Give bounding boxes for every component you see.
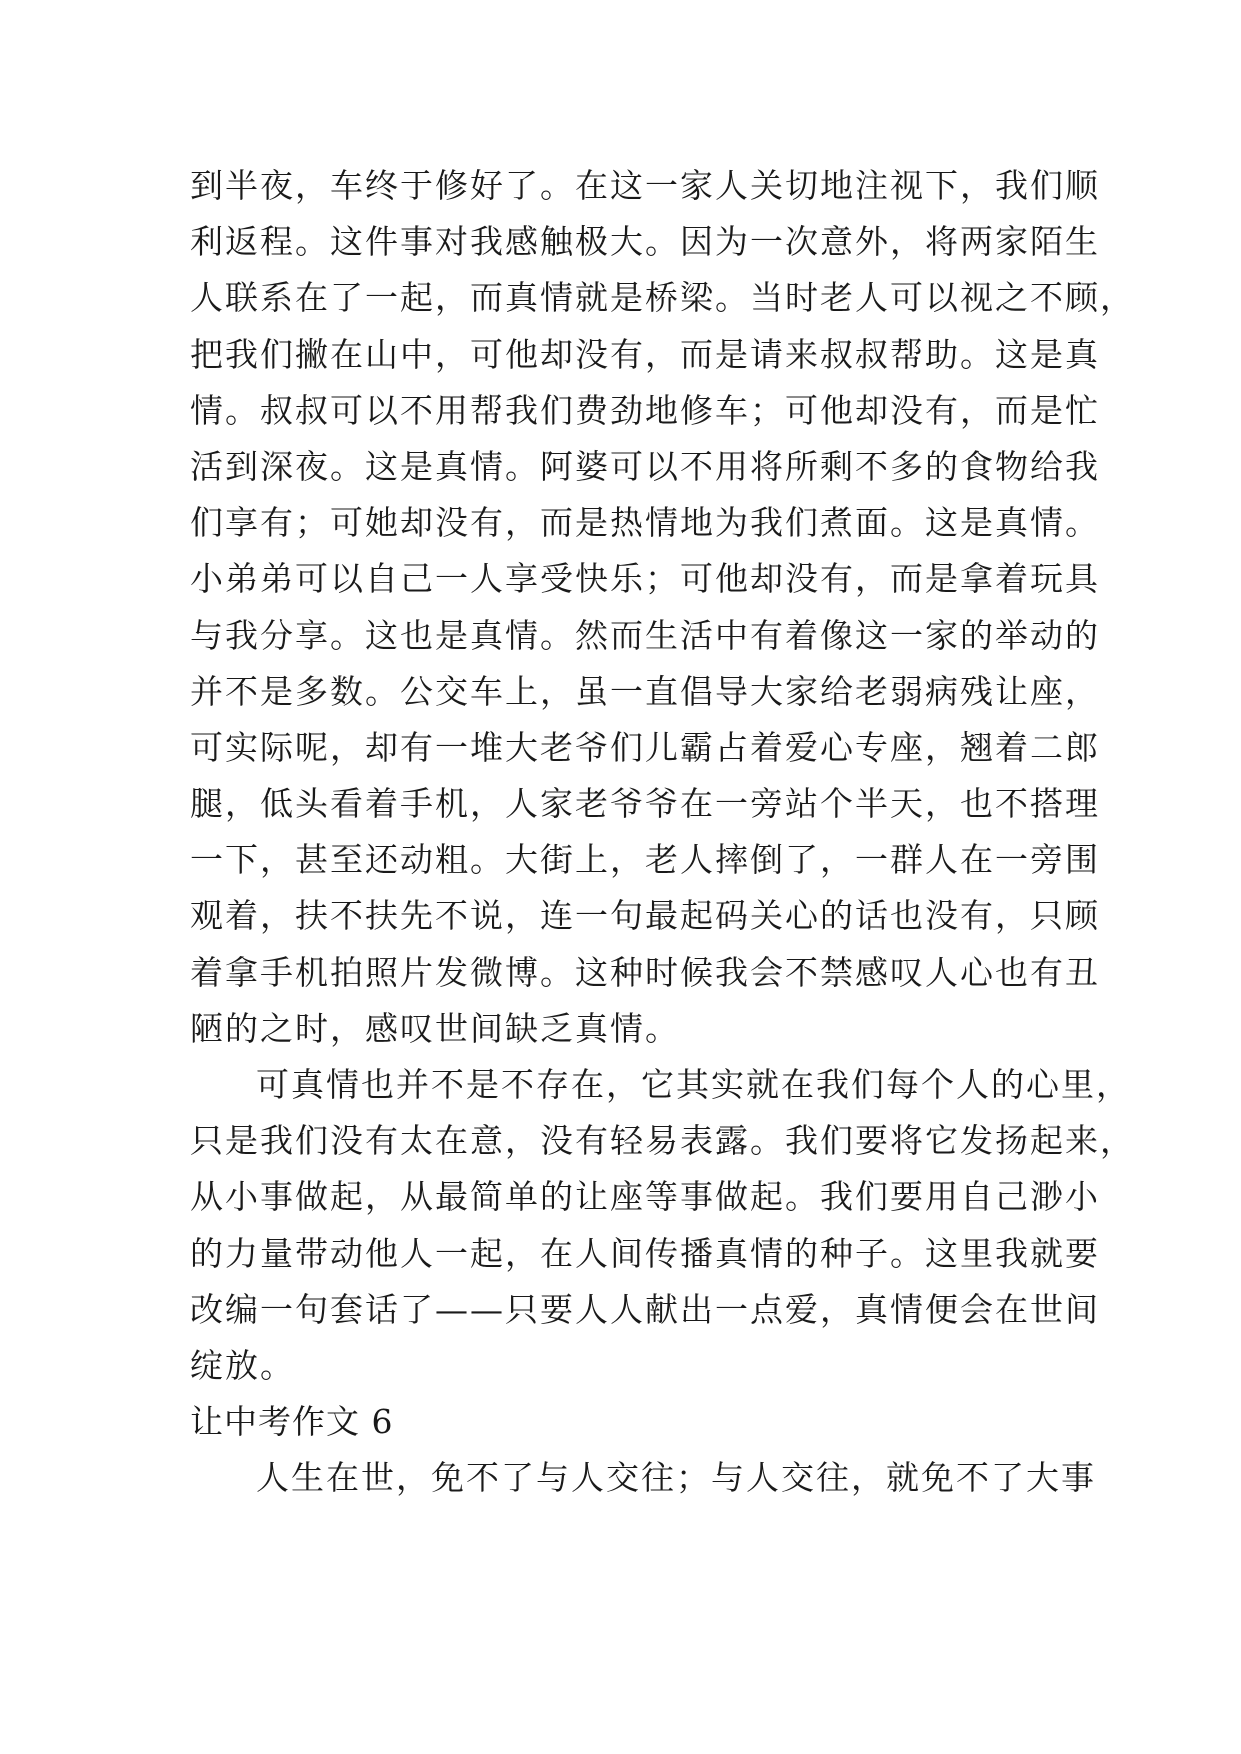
text-line: 们享有；可她却没有，而是热情地为我们煮面。这是真情。	[190, 503, 1100, 543]
text-line: 与我分享。这也是真情。然而生活中有着像这一家的举动的	[190, 615, 1100, 655]
text-line: 可实际呢，却有一堆大老爷们儿霸占着爱心专座，翘着二郎	[190, 727, 1100, 767]
text-line: 人联系在了一起，而真情就是桥梁。当时老人可以视之不顾，	[190, 278, 1135, 318]
text-line: 陋的之时，感叹世间缺乏真情。	[190, 1008, 680, 1048]
text-line: 从小事做起，从最简单的让座等事做起。我们要用自己渺小	[190, 1177, 1100, 1217]
text-line: 可真情也并不是不存在，它其实就在我们每个人的心里，	[256, 1065, 1131, 1104]
text-line: 利返程。这件事对我感触极大。因为一次意外，将两家陌生	[190, 222, 1100, 262]
text-line: 到半夜，车终于修好了。在这一家人关切地注视下，我们顺	[190, 166, 1100, 205]
text-line: 观着，扶不扶先不说，连一句最起码关心的话也没有，只顾	[190, 896, 1100, 936]
paragraph-1	[190, 158, 1135, 1057]
essay-text	[190, 158, 1135, 1507]
text-line: 小弟弟可以自己一人享受快乐；可他却没有，而是拿着玩具	[190, 559, 1100, 599]
section-heading: 让中考作文 6	[190, 1402, 394, 1442]
text-line: 一下，甚至还动粗。大街上，老人摔倒了，一群人在一旁围	[190, 840, 1100, 880]
text-line: 绽放。	[190, 1345, 295, 1385]
text-line: 情。叔叔可以不用帮我们费劲地修车；可他却没有，而是忙	[190, 390, 1100, 430]
paragraph-2	[190, 1057, 1135, 1394]
text-line: 腿，低头看着手机，人家老爷爷在一旁站个半天，也不搭理	[190, 784, 1100, 824]
text-line: 的力量带动他人一起，在人间传播真情的种子。这里我就要	[190, 1233, 1100, 1273]
text-line: 着拿手机拍照片发微博。这种时候我会不禁感叹人心也有丑	[190, 952, 1100, 992]
text-line: 把我们撇在山中，可他却没有，而是请来叔叔帮助。这是真	[190, 334, 1100, 374]
text-line: 改编一句套话了——只要人人献出一点爱，真情便会在世间	[190, 1289, 1100, 1329]
text-line: 活到深夜。这是真情。阿婆可以不用将所剩不多的食物给我	[190, 446, 1100, 486]
paragraph-3	[190, 1450, 1096, 1506]
text-line: 并不是多数。公交车上，虽一直倡导大家给老弱病残让座，	[190, 671, 1100, 711]
text-line: 人生在世，免不了与人交往；与人交往，就免不了大事	[256, 1458, 1096, 1498]
text-line: 只是我们没有太在意，没有轻易表露。我们要将它发扬起来，	[190, 1121, 1135, 1161]
